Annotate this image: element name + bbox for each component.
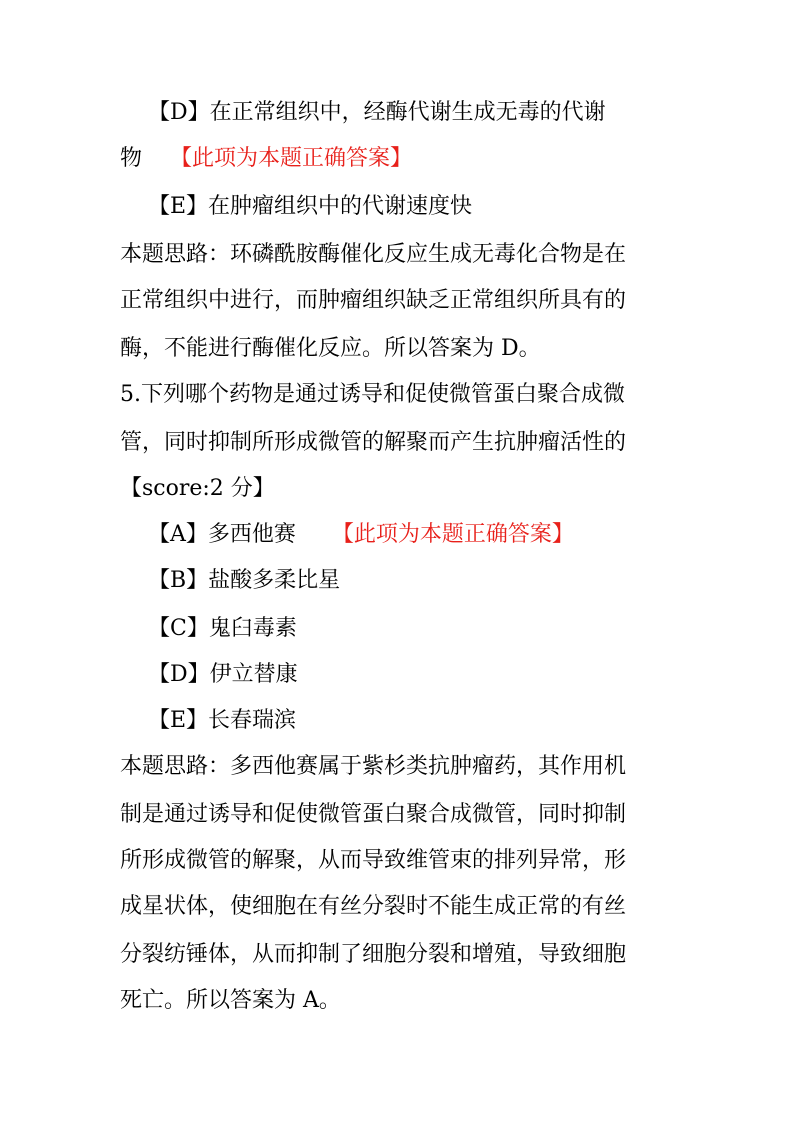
correct-answer-mark: 【此项为本题正确答案】 xyxy=(331,522,574,547)
q4-option-d-text: 物 xyxy=(120,146,143,171)
q4-option-d-line2 xyxy=(120,144,680,174)
q5-stem-line: 5.下列哪个药物是通过诱导和促使微管蛋白聚合成微 xyxy=(120,382,625,407)
correct-answer-mark: 【此项为本题正确答案】 xyxy=(170,146,413,171)
q4-explanation-line: 正常组织中进行，而肿瘤组织缺乏正常组织所具有的 xyxy=(120,288,627,313)
q5-option-c: 【C】鬼臼毒素 xyxy=(148,616,297,641)
q5-option-a xyxy=(148,520,708,550)
q4-option-e: 【E】在肿瘤组织中的代谢速度快 xyxy=(148,194,473,219)
q5-explanation-line: 制是通过诱导和促使微管蛋白聚合成微管，同时抑制 xyxy=(120,802,627,827)
q5-option-a-text: 【A】多西他赛 xyxy=(148,522,296,547)
q4-explanation-line: 酶，不能进行酶催化反应。所以答案为 D。 xyxy=(120,336,541,361)
q5-explanation-line: 所形成微管的解聚，从而导致维管束的排列异常，形 xyxy=(120,848,627,873)
q5-explanation-line: 死亡。所以答案为 A。 xyxy=(120,988,341,1013)
q5-option-e: 【E】长春瑞滨 xyxy=(148,708,297,733)
q4-explanation-line: 本题思路：环磷酰胺酶催化反应生成无毒化合物是在 xyxy=(120,242,627,267)
q5-explanation-line: 分裂纺锤体，从而抑制了细胞分裂和增殖，导致细胞 xyxy=(120,942,627,967)
q5-option-b: 【B】盐酸多柔比星 xyxy=(148,568,341,593)
q5-stem-line: 管，同时抑制所形成微管的解聚而产生抗肿瘤活性的 xyxy=(120,430,627,455)
q5-explanation-line: 本题思路：多西他赛属于紫杉类抗肿瘤药，其作用机 xyxy=(120,754,627,779)
q4-option-d-line1: 【D】在正常组织中，经酶代谢生成无毒的代谢 xyxy=(148,100,606,125)
q5-score: 【score:2 分】 xyxy=(120,476,275,501)
q5-option-d: 【D】伊立替康 xyxy=(148,662,298,687)
q5-explanation-line: 成星状体，使细胞在有丝分裂时不能生成正常的有丝 xyxy=(120,894,627,919)
